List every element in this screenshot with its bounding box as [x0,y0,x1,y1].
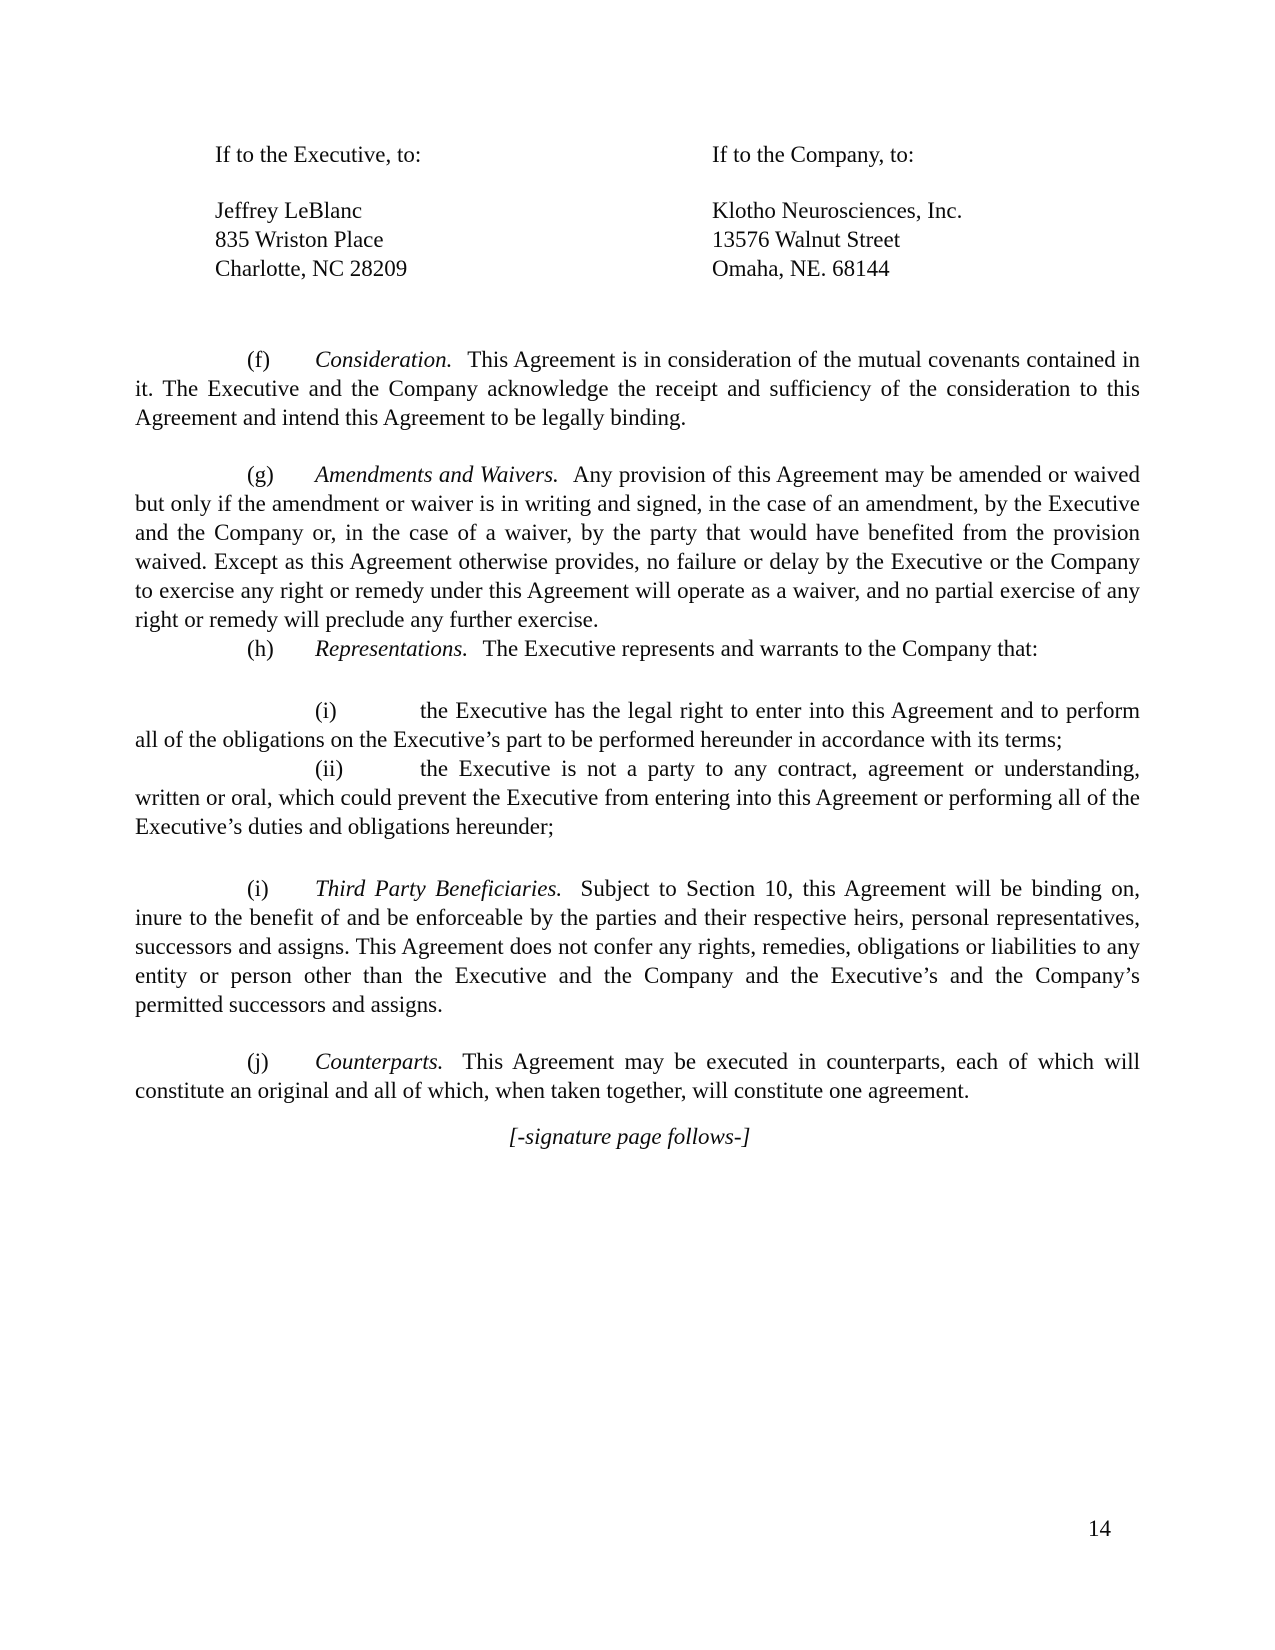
paragraph-f-title: Consideration. [315,347,453,372]
paragraph-j-body: This Agreement may be executed in counterparts, each of which will constitute an original and all of which, when taken together, will constitute one agreement. [135,1049,1140,1103]
paragraph-j-label: (j) [247,1049,269,1074]
paragraph-i-label: (i) [247,876,269,901]
signature-page-note: [-signature page follows-] [508,1124,751,1149]
executive-notice-block [215,140,712,283]
representation-item-i-body: the Executive has the legal right to enter into this Agreement and to perform all of the obligations on the Executive’s part to be performed hereunder in accordance with its terms; [135,698,1140,752]
paragraph-i-body: Subject to Section 10, this Agreement will be binding on, inure to the benefit of and be enforceable by the parties and their respective heirs, personal representatives, successors and assigns. This Agreement does not confer any rights, remedies, obligations or liabilities to any entity or person other than the Executive and the Company and the Executive’s and the Company’s permitted successors and assigns. [135,876,1140,1017]
representation-item-ii [135,754,1140,841]
paragraph-g-amendments-waivers [135,460,1140,634]
company-name: Klotho Neurosciences, Inc. [712,198,963,223]
page-number: 14 [1088,1516,1111,1541]
representation-item-ii-label: (ii) [315,756,344,781]
company-street: 13576 Walnut Street [712,227,901,252]
company-city-state-zip: Omaha, NE. 68144 [712,256,890,281]
paragraph-f-body: This Agreement is in consideration of the mutual covenants contained in it. The Executive and the Company acknowledge the receipt and sufficiency of the consideration to this Agreement and intend this Agreement to be legally binding. [135,347,1140,430]
executive-notice-heading: If to the Executive, to: [215,142,422,167]
paragraph-h-representations [135,634,1140,663]
paragraph-g-title: Amendments and Waivers. [315,462,559,487]
paragraph-g-body: Any provision of this Agreement may be amended or waived but only if the amendment or waiver is in writing and signed, in the case of an amendment, by the Executive and the Company or, in the case of a waiver, by the party that would have benefited from the provision waived. Except as this Agreement otherwise provides, no failure or delay by the Executive or the Company to exercise any right or remedy under this Agreement will operate as a waiver, and no partial exercise of any right or remedy will preclude any further exercise. [135,462,1140,632]
executive-street: 835 Wriston Place [215,227,384,252]
representation-item-i-label: (i) [315,698,337,723]
paragraph-f-label: (f) [247,347,270,372]
paragraph-i-title: Third Party Beneficiaries. [315,876,563,901]
paragraph-j-title: Counterparts. [315,1049,444,1074]
paragraph-i-third-party-beneficiaries [135,874,1140,1019]
company-address [712,196,1140,283]
notice-addresses [135,140,1140,283]
representation-item-i [135,696,1140,754]
paragraph-h-body: The Executive represents and warrants to the Company that: [482,636,1039,661]
paragraph-g-label: (g) [247,462,274,487]
executive-address [215,196,712,283]
paragraph-h-label: (h) [247,636,274,661]
company-notice-block [712,140,1140,283]
executive-city-state-zip: Charlotte, NC 28209 [215,256,408,281]
representation-item-ii-body: the Executive is not a party to any contract, agreement or understanding, written or oral, which could prevent the Executive from entering into this Agreement or performing all of the Executive’s duties and obligations hereunder; [135,756,1140,839]
paragraph-f-consideration [135,345,1140,432]
paragraph-j-counterparts [135,1047,1140,1105]
page-content [135,140,1140,1174]
company-notice-heading: If to the Company, to: [712,142,915,167]
executive-name: Jeffrey LeBlanc [215,198,363,223]
paragraph-h-title: Representations. [315,636,469,661]
